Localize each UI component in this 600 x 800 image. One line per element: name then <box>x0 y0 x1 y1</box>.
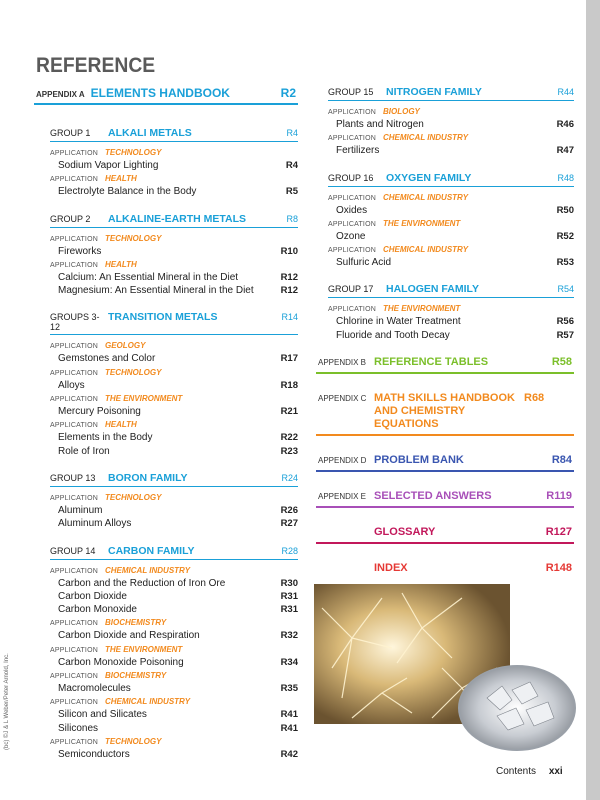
element-group <box>328 172 574 270</box>
toc-item-page: R41 <box>280 709 298 721</box>
toc-item-page: R32 <box>280 630 298 642</box>
toc-item[interactable] <box>50 245 298 258</box>
toc-item-page: R52 <box>556 230 574 242</box>
application-tag: APPLICATION <box>50 176 98 184</box>
appendix-page: R68 <box>524 392 545 405</box>
toc-item-page: R26 <box>280 504 298 516</box>
toc-item[interactable] <box>50 590 298 603</box>
toc-item-page: R53 <box>556 257 574 269</box>
toc-item[interactable] <box>50 682 298 695</box>
application-category: HEALTH <box>104 174 137 184</box>
application-entry <box>50 259 298 298</box>
application-entry <box>50 419 298 458</box>
toc-item[interactable] <box>50 271 298 284</box>
toc-item-title: Carbon and the Reduction of Iron Ore <box>58 577 226 589</box>
left-column <box>34 84 298 775</box>
application-category: GEOLOGY <box>104 341 146 351</box>
toc-item-page: R22 <box>280 432 298 444</box>
application-tag: APPLICATION <box>328 194 376 202</box>
appendix-list <box>316 356 574 580</box>
toc-item-page: R56 <box>556 316 574 328</box>
application-label <box>50 233 298 245</box>
appendix-name: INDEX <box>374 562 408 575</box>
group-header[interactable] <box>328 172 574 187</box>
application-tag: APPLICATION <box>50 494 98 502</box>
application-label <box>328 244 574 256</box>
toc-item-title: Sodium Vapor Lighting <box>58 160 159 171</box>
group-label: GROUP 15 <box>328 87 374 97</box>
application-category: CHEMICAL INDUSTRY <box>382 192 469 202</box>
application-tag: APPLICATION <box>328 220 376 228</box>
toc-item-title: Fertilizers <box>336 145 380 157</box>
group-page: R48 <box>557 172 574 183</box>
appendix-name: SELECTED ANSWERS <box>374 490 492 503</box>
toc-item[interactable] <box>50 748 298 761</box>
toc-item[interactable] <box>50 431 298 444</box>
group-page: R28 <box>281 545 298 556</box>
group-header[interactable] <box>50 472 298 487</box>
application-category: TECHNOLOGY <box>104 233 162 243</box>
application-category: CHEMICAL INDUSTRY <box>382 245 469 255</box>
application-label <box>50 492 298 504</box>
toc-item-title: Oxides <box>336 204 368 216</box>
toc-item-title: Plants and Nitrogen <box>336 119 424 130</box>
page-title: REFERENCE <box>36 54 156 77</box>
application-tag: APPLICATION <box>50 646 98 654</box>
application-category: BIOCHEMISTRY <box>104 671 167 681</box>
application-entry <box>50 147 298 172</box>
toc-item-title: Carbon Dioxide <box>58 590 127 602</box>
application-label <box>50 565 298 577</box>
toc-item-page: R47 <box>556 145 574 157</box>
application-category: THE ENVIRONMENT <box>104 394 183 404</box>
group-name: NITROGEN FAMILY <box>386 86 482 98</box>
application-label <box>328 303 574 315</box>
toc-item-title: Electrolyte Balance in the Body <box>58 186 197 198</box>
application-tag: APPLICATION <box>50 396 98 404</box>
toc-item[interactable] <box>328 230 574 243</box>
toc-item-title: Fluoride and Tooth Decay <box>336 329 450 341</box>
toc-item[interactable] <box>328 329 574 342</box>
appendix-tag: APPENDIX D <box>318 456 367 466</box>
toc-item-page: R5 <box>285 186 298 198</box>
toc-item-title: Elements in the Body <box>58 432 153 444</box>
toc-item[interactable] <box>50 708 298 721</box>
toc-item[interactable] <box>328 204 574 217</box>
group-page: R14 <box>281 312 298 323</box>
application-category: BIOCHEMISTRY <box>104 618 167 628</box>
appendix-row[interactable] <box>316 490 574 508</box>
application-category: THE ENVIRONMENT <box>104 644 183 654</box>
application-category: CHEMICAL INDUSTRY <box>104 697 191 707</box>
application-label <box>50 340 298 352</box>
footer-label: Contents <box>496 766 537 777</box>
element-group <box>50 213 298 298</box>
photo-credit: (bc) ©J & L Weber/Peter Arnold, Inc. <box>4 653 10 750</box>
group-page: R44 <box>557 87 574 97</box>
toc-item-title: Ozone <box>336 230 366 242</box>
application-tag: APPLICATION <box>50 422 98 430</box>
application-tag: APPLICATION <box>50 369 98 377</box>
toc-item-page: R10 <box>280 245 298 257</box>
toc-item-title: Semiconductors <box>58 748 130 760</box>
toc-item[interactable] <box>50 722 298 735</box>
toc-item[interactable] <box>328 144 574 157</box>
element-group <box>50 545 298 762</box>
toc-item-title: Role of Iron <box>58 445 110 457</box>
application-tag: APPLICATION <box>50 150 98 157</box>
group-name: ALKALINE-EARTH METALS <box>108 212 247 225</box>
element-group <box>328 283 574 342</box>
application-tag: APPLICATION <box>50 620 98 628</box>
application-entry <box>328 218 574 243</box>
toc-item-page: R35 <box>280 683 298 695</box>
group-label: GROUP 17 <box>328 284 374 295</box>
application-tag: APPLICATION <box>328 135 376 143</box>
element-group <box>50 127 298 199</box>
application-tag: APPLICATION <box>50 261 98 269</box>
toc-item[interactable] <box>50 577 298 590</box>
group-label: GROUP 13 <box>50 472 96 483</box>
application-label <box>50 367 298 379</box>
toc-item[interactable] <box>50 629 298 642</box>
application-entry <box>328 303 574 342</box>
group-label: GROUP 16 <box>328 172 374 183</box>
toc-item[interactable] <box>328 315 574 328</box>
appendix-page: R119 <box>546 490 572 503</box>
application-category: THE ENVIRONMENT <box>382 304 461 314</box>
appendix-name: PROBLEM BANK <box>374 454 464 467</box>
appendix-row[interactable] <box>316 526 574 544</box>
application-entry <box>50 393 298 418</box>
application-entry <box>50 340 298 365</box>
group-header[interactable] <box>328 283 574 298</box>
page-number: xxi <box>548 766 563 777</box>
application-entry <box>328 244 574 269</box>
toc-item[interactable] <box>50 159 298 172</box>
toc-item[interactable] <box>50 445 298 458</box>
toc-item[interactable] <box>50 185 298 198</box>
toc-item-title: Fireworks <box>58 245 102 257</box>
application-label <box>328 192 574 204</box>
group-name: OXYGEN FAMILY <box>386 171 472 184</box>
application-tag: APPLICATION <box>328 306 376 314</box>
application-label <box>50 736 298 748</box>
toc-item-page: R46 <box>556 119 574 130</box>
appendix-name: GLOSSARY <box>374 526 436 539</box>
group-header[interactable] <box>50 545 298 560</box>
toc-item-page: R4 <box>285 160 298 171</box>
application-tag: APPLICATION <box>50 235 98 243</box>
group-header[interactable] <box>50 311 298 335</box>
application-tag: APPLICATION <box>50 567 98 575</box>
group-page: R8 <box>286 213 298 224</box>
toc-item-page: R30 <box>280 577 298 589</box>
application-label <box>50 696 298 708</box>
application-category: CHEMICAL INDUSTRY <box>104 565 191 575</box>
application-tag: APPLICATION <box>50 699 98 707</box>
group-header[interactable] <box>328 86 574 101</box>
appendix-name: MATH SKILLS HANDBOOK AND CHEMISTRY EQUATIONS <box>374 392 515 431</box>
toc-item-page: R41 <box>280 722 298 734</box>
group-label: GROUP 14 <box>50 545 96 556</box>
toc-item-page: R42 <box>280 748 298 760</box>
appendix-page: R148 <box>545 562 572 575</box>
toc-item-page: R34 <box>280 656 298 668</box>
appendix-a-tag: APPENDIX A <box>36 90 85 99</box>
left-group-list <box>34 127 298 761</box>
group-page: R4 <box>286 128 298 138</box>
application-label <box>50 393 298 405</box>
toc-item-title: Silicones <box>58 722 99 734</box>
toc-item-page: R27 <box>280 518 298 530</box>
toc-item-page: R23 <box>280 445 298 457</box>
appendix-row[interactable] <box>316 356 574 374</box>
toc-item[interactable] <box>50 603 298 616</box>
toc-item-page: R12 <box>280 271 298 283</box>
application-entry <box>50 617 298 642</box>
group-header[interactable] <box>50 213 298 228</box>
appendix-page: R127 <box>545 526 572 539</box>
application-label <box>50 259 298 271</box>
application-label <box>50 644 298 656</box>
toc-item[interactable] <box>50 656 298 669</box>
toc-item-page: R18 <box>280 379 298 391</box>
element-group <box>328 86 574 158</box>
application-label <box>50 147 298 159</box>
toc-item-title: Magnesium: An Essential Mineral in the Diet <box>58 285 254 297</box>
appendix-page: R84 <box>551 454 572 467</box>
group-page: R24 <box>281 472 298 483</box>
application-tag: APPLICATION <box>328 109 376 116</box>
toc-item-title: Sulfuric Acid <box>336 257 392 269</box>
toc-item-page: R17 <box>280 353 298 365</box>
application-tag: APPLICATION <box>50 673 98 681</box>
toc-item-title: Carbon Monoxide <box>58 604 137 616</box>
appendix-tag: APPENDIX C <box>318 394 367 404</box>
toc-item[interactable] <box>50 379 298 392</box>
toc-item[interactable] <box>50 405 298 418</box>
toc-item-title: Aluminum Alloys <box>58 518 132 530</box>
application-label <box>50 173 298 185</box>
application-tag: APPLICATION <box>50 343 98 351</box>
toc-item[interactable] <box>50 504 298 517</box>
toc-item-title: Carbon Dioxide and Respiration <box>58 630 200 642</box>
application-label <box>50 617 298 629</box>
application-entry <box>328 192 574 217</box>
application-category: TECHNOLOGY <box>104 367 162 377</box>
application-entry <box>50 367 298 392</box>
toc-item-title: Alloys <box>58 379 85 391</box>
application-category: BIOLOGY <box>382 107 420 116</box>
application-label <box>328 218 574 230</box>
appendix-a-name: ELEMENTS HANDBOOK <box>90 86 230 100</box>
page-edge-stripe <box>586 0 600 800</box>
toc-item-title: Mercury Poisoning <box>58 406 141 418</box>
toc-item-page: R31 <box>280 604 298 616</box>
application-category: CHEMICAL INDUSTRY <box>382 133 469 143</box>
appendix-tag: APPENDIX B <box>318 358 367 368</box>
toc-item-title: Chlorine in Water Treatment <box>336 316 461 328</box>
application-tag: APPLICATION <box>50 738 98 746</box>
application-label <box>50 670 298 682</box>
toc-item[interactable] <box>328 256 574 269</box>
toc-item-page: R31 <box>280 590 298 602</box>
group-page: R54 <box>557 284 574 295</box>
application-entry <box>50 670 298 695</box>
toc-item-page: R12 <box>280 285 298 297</box>
toc-item-title: Carbon Monoxide Poisoning <box>58 656 184 668</box>
application-entry <box>50 736 298 761</box>
group-label: GROUP 2 <box>50 213 91 224</box>
application-label <box>50 419 298 431</box>
appendix-page: R58 <box>551 356 572 369</box>
application-entry <box>328 106 574 131</box>
application-label <box>328 132 574 144</box>
group-header[interactable] <box>50 127 298 142</box>
group-name: ALKALI METALS <box>108 127 192 139</box>
toc-item[interactable] <box>328 118 574 131</box>
application-tag: APPLICATION <box>328 247 376 255</box>
application-entry <box>50 233 298 258</box>
toc-item[interactable] <box>50 352 298 365</box>
toc-item[interactable] <box>50 284 298 297</box>
group-name: TRANSITION METALS <box>108 311 218 324</box>
right-column <box>316 86 574 598</box>
toc-item-title: Macromolecules <box>58 683 131 695</box>
page-footer <box>496 766 563 777</box>
toc-item-title: Silicon and Silicates <box>58 709 147 721</box>
application-category: TECHNOLOGY <box>104 736 162 746</box>
appendix-row[interactable] <box>316 454 574 472</box>
right-group-list <box>316 86 574 342</box>
toc-item-title: Aluminum <box>58 504 103 516</box>
element-group <box>50 311 298 457</box>
application-label <box>328 106 574 118</box>
toc-item-title: Calcium: An Essential Mineral in the Diet <box>58 271 239 283</box>
application-category: TECHNOLOGY <box>104 492 162 502</box>
application-category: THE ENVIRONMENT <box>382 218 461 228</box>
toc-item-page: R21 <box>280 406 298 418</box>
application-entry <box>50 644 298 669</box>
appendix-name: REFERENCE TABLES <box>374 356 489 369</box>
appendix-a-page: R2 <box>280 86 296 100</box>
group-name: HALOGEN FAMILY <box>386 283 479 296</box>
appendix-tag <box>318 526 374 528</box>
appendix-tag <box>318 562 374 564</box>
group-name: CARBON FAMILY <box>108 544 195 557</box>
element-group <box>50 472 298 531</box>
application-entry <box>50 565 298 617</box>
toc-item-page: R50 <box>556 204 574 216</box>
application-entry <box>50 173 298 198</box>
mineral-crystal-photo <box>312 578 576 754</box>
group-name: BORON FAMILY <box>108 471 188 484</box>
group-label: GROUPS 3-12 <box>50 312 100 333</box>
group-label: GROUP 1 <box>50 128 91 138</box>
toc-item-page: R57 <box>556 329 574 341</box>
appendix-a-header[interactable] <box>34 84 298 105</box>
application-entry <box>50 492 298 531</box>
appendix-tag: APPENDIX E <box>318 492 367 502</box>
application-category: HEALTH <box>104 420 137 430</box>
application-entry <box>328 132 574 157</box>
application-entry <box>50 696 298 735</box>
toc-item-title: Gemstones and Color <box>58 353 156 365</box>
appendix-row[interactable] <box>316 392 574 436</box>
toc-item[interactable] <box>50 517 298 530</box>
application-category: TECHNOLOGY <box>104 148 162 157</box>
application-category: HEALTH <box>104 259 137 269</box>
